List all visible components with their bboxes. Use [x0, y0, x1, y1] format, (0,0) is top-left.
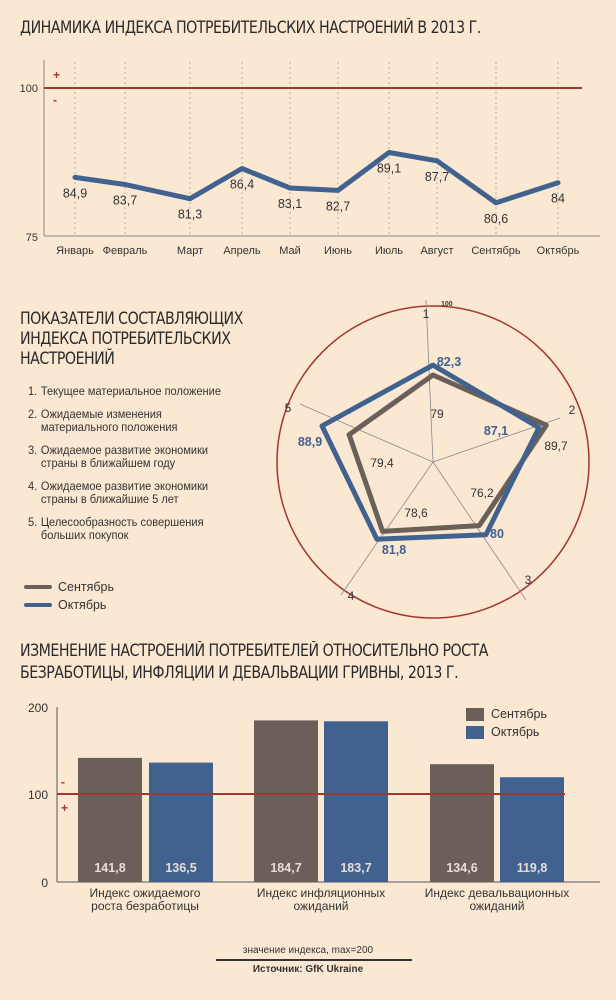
bar-value-label: 183,7 — [340, 861, 372, 875]
x-tick-label: Июль — [374, 245, 404, 257]
radar-label-october: 87,1 — [483, 424, 509, 438]
x-tick-label: Январь — [56, 245, 94, 257]
data-label: 84 — [551, 191, 565, 206]
radar-label-october: 81,8 — [381, 543, 407, 557]
radar-axis-label: 2 — [568, 403, 576, 417]
x-tick-label: Август — [420, 245, 454, 257]
x-tick-label: Май — [279, 245, 301, 257]
radar-axis-label: 5 — [284, 401, 292, 415]
radar-label-september: 79 — [430, 407, 444, 421]
list-item: 1. Текущее материальное положение — [28, 384, 221, 398]
data-label: 82,7 — [325, 199, 351, 214]
x-tick-label: Октябрь — [536, 245, 580, 257]
radar-max-label: 100 — [441, 301, 453, 308]
list-item: 3. Ожидаемое развитие экономики страны в ближайшем году — [28, 443, 209, 470]
footer-note: значение индекса, max=200 — [242, 945, 374, 956]
radar-label-october: 82,3 — [436, 355, 462, 369]
list-item: 2. Ожидаемые изменения материального положения — [28, 407, 178, 434]
bar-september — [254, 720, 318, 882]
list-item: 4. Ожидаемое развитие экономики страны в ближайшие 5 лет — [28, 479, 209, 506]
category-label: Индекс инфляционных — [256, 886, 386, 900]
radar-label-september: 76,2 — [470, 486, 494, 500]
legend-item-september: Сентябрь — [24, 578, 114, 596]
radar-axis-label: 1 — [422, 307, 430, 321]
radar-label-september: 78,6 — [404, 506, 428, 520]
category-label: ожиданий — [293, 899, 349, 913]
footer-divider — [216, 959, 412, 961]
footer-source: Источник: GfK Ukraine — [252, 964, 364, 975]
radar-section-title: ПОКАЗАТЕЛИ СОСТАВЛЯЮЩИХ ИНДЕКСА ПОТРЕБИТЕЛЬСКИХ НАСТРОЕНИЙ — [20, 309, 243, 368]
data-label: 83,1 — [277, 197, 303, 212]
plus-sign: + — [53, 68, 61, 82]
data-label: 84,9 — [62, 186, 88, 201]
ytick-100: 100 — [19, 83, 38, 95]
bar-value-label: 136,5 — [165, 861, 197, 875]
x-tick-label: Сентябрь — [471, 245, 521, 257]
plus-sign: + — [61, 801, 69, 815]
data-label: 86,4 — [229, 177, 255, 192]
x-tick-label: Март — [176, 245, 204, 257]
line-chart-title: ДИНАМИКА ИНДЕКСА ПОТРЕБИТЕЛЬСКИХ НАСТРОЕНИЙ В 2013 Г. — [20, 18, 481, 37]
data-label: 89,1 — [376, 161, 402, 176]
bar-october — [324, 721, 388, 882]
data-label: 87,7 — [424, 169, 450, 184]
ytick-100: 100 — [27, 788, 48, 802]
category-label: роста безработицы — [91, 899, 199, 913]
radar-label-october: 88,9 — [297, 435, 323, 449]
radar-label-october: 80 — [490, 527, 504, 541]
minus-sign: - — [53, 93, 57, 107]
bar-value-label: 134,6 — [446, 861, 478, 875]
radar-axis-label: 4 — [347, 589, 355, 603]
radar-axis-label: 3 — [524, 573, 532, 587]
ytick-75: 75 — [25, 232, 38, 244]
bar-value-label: 141,8 — [94, 861, 126, 875]
x-tick-label: Июнь — [324, 245, 352, 257]
data-label: 83,7 — [112, 193, 138, 208]
x-tick-label: Февраль — [102, 245, 148, 257]
legend-item-october: Октябрь — [466, 723, 547, 741]
legend-item-september: Сентябрь — [466, 705, 547, 723]
radar-label-september: 79,4 — [370, 456, 394, 470]
ytick-200: 200 — [27, 701, 48, 715]
radar-label-september: 89,7 — [544, 439, 568, 453]
data-label: 80,6 — [483, 211, 509, 226]
data-label: 81,3 — [177, 207, 203, 222]
bar-chart-title: ИЗМЕНЕНИЕ НАСТРОЕНИЙ ПОТРЕБИТЕЛЕЙ ОТНОСИТЕЛЬНО РОСТА БЕЗРАБОТИЦЫ, ИНФЛЯЦИИ И ДЕВАЛЬВАЦИИ ГРИВНЫ, 2013 Г. — [20, 641, 488, 682]
bar-value-label: 184,7 — [270, 861, 302, 875]
list-item: 5. Целесообразность совершения больших покупок — [28, 515, 204, 542]
bar-value-label: 119,8 — [516, 861, 548, 875]
category-label: Индекс девальвационных — [424, 886, 570, 900]
x-tick-label: Апрель — [223, 245, 261, 257]
minus-sign: - — [61, 775, 65, 789]
category-label: Индекс ожидаемого — [89, 886, 201, 900]
category-label: ожиданий — [469, 899, 525, 913]
legend-item-october: Октябрь — [24, 596, 114, 614]
ytick-0: 0 — [41, 876, 48, 890]
